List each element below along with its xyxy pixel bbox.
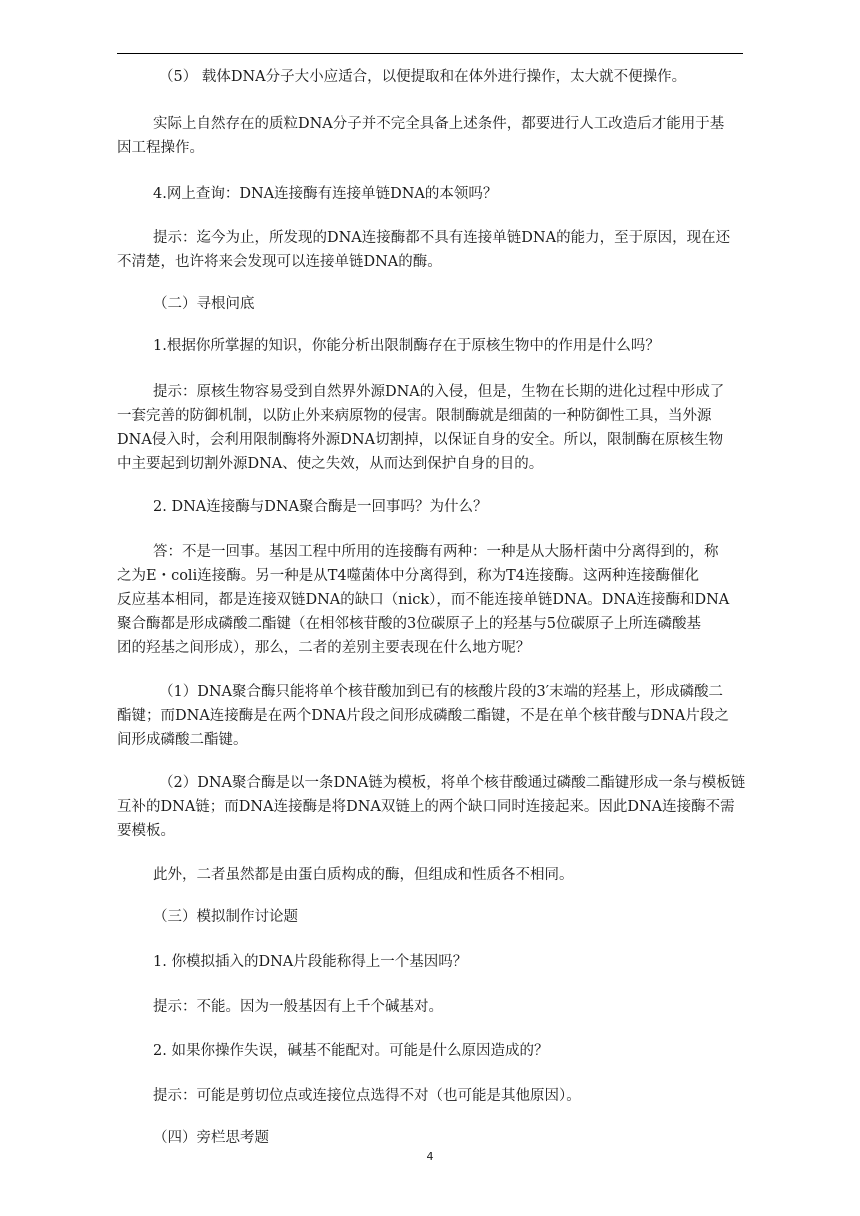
section-heading: （三）模拟制作讨论题 <box>153 909 298 925</box>
text-line: 要模板。 <box>117 823 175 839</box>
text-line: 2. 如果你操作失误，碱基不能配对。可能是什么原因造成的？ <box>153 1043 549 1059</box>
text-line: DNA侵入时，会利用限制酶将外源DNA切割掉，以保证自身的安全。所以，限制酶在原核生物 <box>117 432 724 448</box>
text-line: 不清楚，也许将来会发现可以连接单链DNA的酶。 <box>117 254 442 270</box>
text-line: 反应基本相同，都是连接双链DNA的缺口（nick），而不能连接单链DNA。DNA连接酶和DNA <box>117 592 730 608</box>
header-rule <box>117 53 743 54</box>
text-line: （2）DNA聚合酶是以一条DNA链为模板，将单个核苷酸通过磷酸二酯键形成一条与模板链 <box>159 775 746 791</box>
text-line: （1）DNA聚合酶只能将单个核苷酸加到已有的核酸片段的3′末端的羟基上，形成磷酸二 <box>159 684 724 700</box>
text-line: 一套完善的防御机制，以防止外来病原物的侵害。限制酶就是细菌的一种防御性工具，当外源 <box>117 408 712 424</box>
text-line: （5） 载体DNA分子大小应适合，以便提取和在体外进行操作，太大就不便操作。 <box>159 69 687 85</box>
text-line: 提示：不能。因为一般基因有上千个碱基对。 <box>153 999 443 1015</box>
page-number: 4 <box>426 1150 434 1163</box>
text-line: 提示：迄今为止，所发现的DNA连接酶都不具有连接单链DNA的能力，至于原因，现在还 <box>153 230 731 246</box>
text-line: 之为E・coli连接酶。另一种是从T4噬菌体中分离得到，称为T4连接酶。这两种连接酶催化 <box>117 568 700 584</box>
text-line: 中主要起到切割外源DNA、使之失效，从而达到保护自身的目的。 <box>117 456 544 472</box>
text-line: 答：不是一回事。基因工程中所用的连接酶有两种：一种是从大肠杆菌中分离得到的，称 <box>153 544 719 560</box>
text-line: 1.根据你所掌握的知识，你能分析出限制酶存在于原核生物中的作用是什么吗？ <box>153 338 660 354</box>
text-line: 互补的DNA链；而DNA连接酶是将DNA双链上的两个缺口同时连接起来。因此DNA连接酶不需 <box>117 799 735 815</box>
text-line: 提示：原核生物容易受到自然界外源DNA的入侵，但是，生物在长期的进化过程中形成了 <box>153 384 725 400</box>
text-line: 因工程操作。 <box>117 140 204 156</box>
section-heading: （四）旁栏思考题 <box>153 1130 269 1146</box>
text-line: 团的羟基之间形成），那么，二者的差别主要表现在什么地方呢？ <box>117 640 531 656</box>
section-heading: （二）寻根问底 <box>153 296 255 312</box>
text-line: 4.网上查询：DNA连接酶有连接单链DNA的本领吗？ <box>153 186 498 202</box>
text-line: 2. DNA连接酶与DNA聚合酶是一回事吗？为什么？ <box>153 499 488 515</box>
text-line: 酯键；而DNA连接酶是在两个DNA片段之间形成磷酸二酯键，不是在单个核苷酸与DNA片段之 <box>117 708 729 724</box>
text-line: 此外，二者虽然都是由蛋白质构成的酶，但组成和性质各不相同。 <box>153 867 574 883</box>
text-line: 提示：可能是剪切位点或连接位点选得不对（也可能是其他原因）。 <box>153 1088 581 1104</box>
text-line: 实际上自然存在的质粒DNA分子并不完全具备上述条件，都要进行人工改造后才能用于基 <box>153 116 725 132</box>
text-line: 1. 你模拟插入的DNA片段能称得上一个基因吗？ <box>153 954 468 970</box>
text-line: 聚合酶都是形成磷酸二酯键（在相邻核苷酸的3位碳原子上的羟基与5位碳原子上所连磷酸基 <box>117 616 701 632</box>
text-line: 间形成磷酸二酯键。 <box>117 732 248 748</box>
